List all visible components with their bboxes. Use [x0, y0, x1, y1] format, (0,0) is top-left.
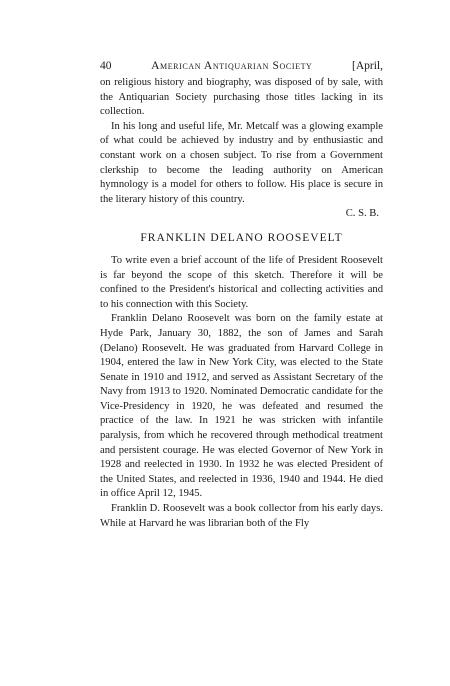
roosevelt-collector: Franklin D. Roosevelt was a book collector from his early days. While at Harvard he was librarian both of the Fly	[100, 503, 383, 529]
roosevelt-biography: Franklin Delano Roosevelt was born on the family estate at Hyde Park, January 30, 1882, the son of James and Sarah (Delano) Roosevelt. He was graduated from Harvard College in 1904, entered the law in New York City, was elected to the State Senate in 1910 and 1912, and served as Assistant Secretary of the Navy from 1913 to 1920. Nominated Democratic candidate for the Vice-Presidency in 1920, he was defeated and resumed the practice of the law. In 1921 he was stricken with infantile paralysis, from which he recovered through methodical treatment and persistent courage. He was elected Governor of New York in 1928 and reelected in 1930. In 1932 he was elected President of the United States, and reelected in 1936, 1940 and 1944. He died in office April 12, 1945.	[100, 313, 384, 500]
section-title: FRANKLIN DELANO ROOSEVELT	[140, 231, 343, 244]
roosevelt-intro: To write even a brief account of the life of President Roosevelt is far beyond the scope of this sketch. Therefore it will be confined to the President's historical and collecting activities and to his connection with this Society.	[100, 254, 383, 310]
running-header	[100, 60, 383, 72]
document-page	[100, 60, 383, 531]
author-signature: C. S. B.	[345, 208, 379, 220]
running-title: American Antiquarian Society	[151, 60, 313, 72]
metcalf-closing-paragraph: In his long and useful life, Mr. Metcalf was a glowing example of what could be achieved by industry and by enthusiastic and constant work on a chosen subject. To rise from a Government clerkship to become the leading authority on American hymnology is a model for others to follow. His place is secure in the literary history of this country.	[100, 120, 383, 205]
page-number: 40	[100, 60, 112, 72]
issue-label: [April,	[352, 60, 383, 72]
metcalf-continuation: on religious history and biography, was disposed of by sale, with the Antiquarian Society purchasing those titles lacking in its collection.	[100, 77, 383, 118]
